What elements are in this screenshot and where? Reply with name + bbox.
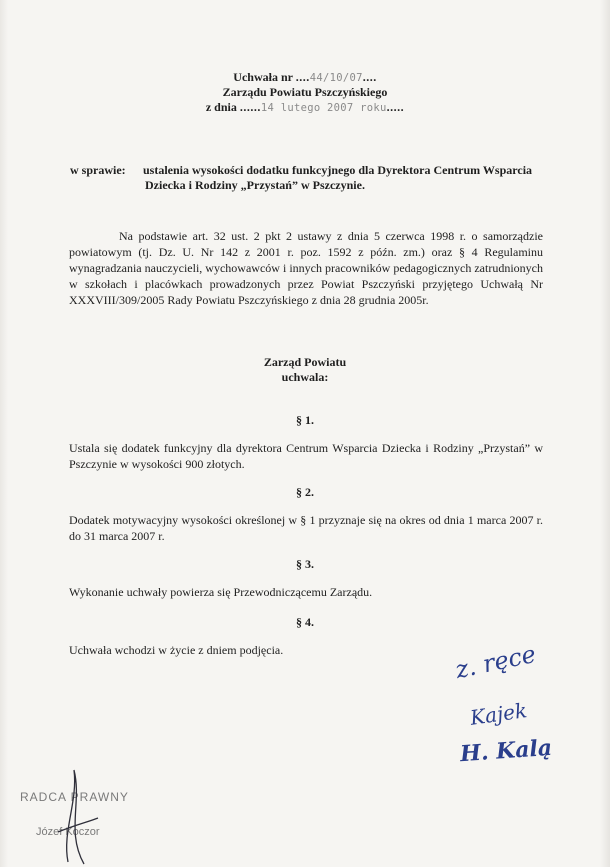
stamp-title: RADCA PRAWNY (20, 790, 129, 804)
section-4-text: Uchwała wchodzi w życie z dniem podjęcia. (69, 643, 284, 657)
date-dots: ..... (386, 100, 405, 114)
resolution-number: 44/10/07 (309, 72, 363, 84)
subject-label: w sprawie: (70, 163, 126, 177)
subject-line-1: ustalenia wysokości dodatku funkcyjnego dla Dyrektora Centrum Wsparcia (143, 163, 533, 177)
section-4-mark: § 4. (296, 615, 314, 629)
date-value: 14 lutego 2007 roku (260, 102, 387, 114)
section-1-text: Ustala się dodatek funkcyjny dla dyrektora Centrum Wsparcia Dziecka i Rodziny „Przystań” w Pszczynie w wysokości 900 złotych. (69, 441, 543, 471)
section-2-mark: § 2. (296, 485, 314, 499)
board-resolves-2: uchwala: (281, 370, 329, 384)
board-name (0, 85, 610, 100)
section-2-text: Dodatek motywacyjny wysokości określonej w § 1 przyznaje się na okres od dnia 1 marca 2007 r. do 31 marca 2007 r. (69, 513, 543, 543)
board-text: Zarządu Powiatu Pszczyńskiego (222, 85, 388, 99)
resolution-title: Uchwała nr ....44/10/07.... (233, 70, 377, 84)
subject-block (70, 163, 550, 193)
subject-line-2: Dziecka i Rodziny „Przystań” w Pszczynie. (145, 178, 365, 192)
stamp-signature-scribble (48, 762, 108, 867)
legal-basis: Na podstawie art. 32 ust. 2 pkt 2 ustawy z dnia 5 czerwca 1998 r. o samorządzie powiatowym (tj. Dz. U. Nr 142 z 2001 r. poz. 1592 z późn. zm.) oraz § 4 Regulaminu wynagradzania nauczycieli, wychowawców i innych pracowników pedagogicznych zatrudnionych w szkołach i placówkach prowadzonych przez Powiat Pszczyński przyjętego Uchwałą Nr XXXVIII/309/2005 Rady Powiatu Pszczyńskiego z dnia 28 grudnia 2005r. (69, 229, 543, 307)
section-1-mark: § 1. (296, 413, 314, 427)
stamp-name: Józef Koczor (36, 826, 100, 838)
date-prefix: z dnia (205, 100, 237, 114)
signature-1: z. ręce (452, 639, 539, 685)
section-3-text: Wykonanie uchwały powierza się Przewodniczącemu Zarządu. (69, 585, 373, 599)
section-3-mark: § 3. (296, 557, 314, 571)
title-dots: .... (362, 70, 377, 84)
title-text: Uchwała nr (233, 70, 293, 84)
signature-2: Kajek (468, 698, 529, 730)
signature-3: H. Kalą (459, 734, 553, 768)
board-resolves-1: Zarząd Powiatu (263, 355, 347, 369)
resolution-date: z dnia ......14 lutego 2007 roku..... (205, 100, 405, 114)
